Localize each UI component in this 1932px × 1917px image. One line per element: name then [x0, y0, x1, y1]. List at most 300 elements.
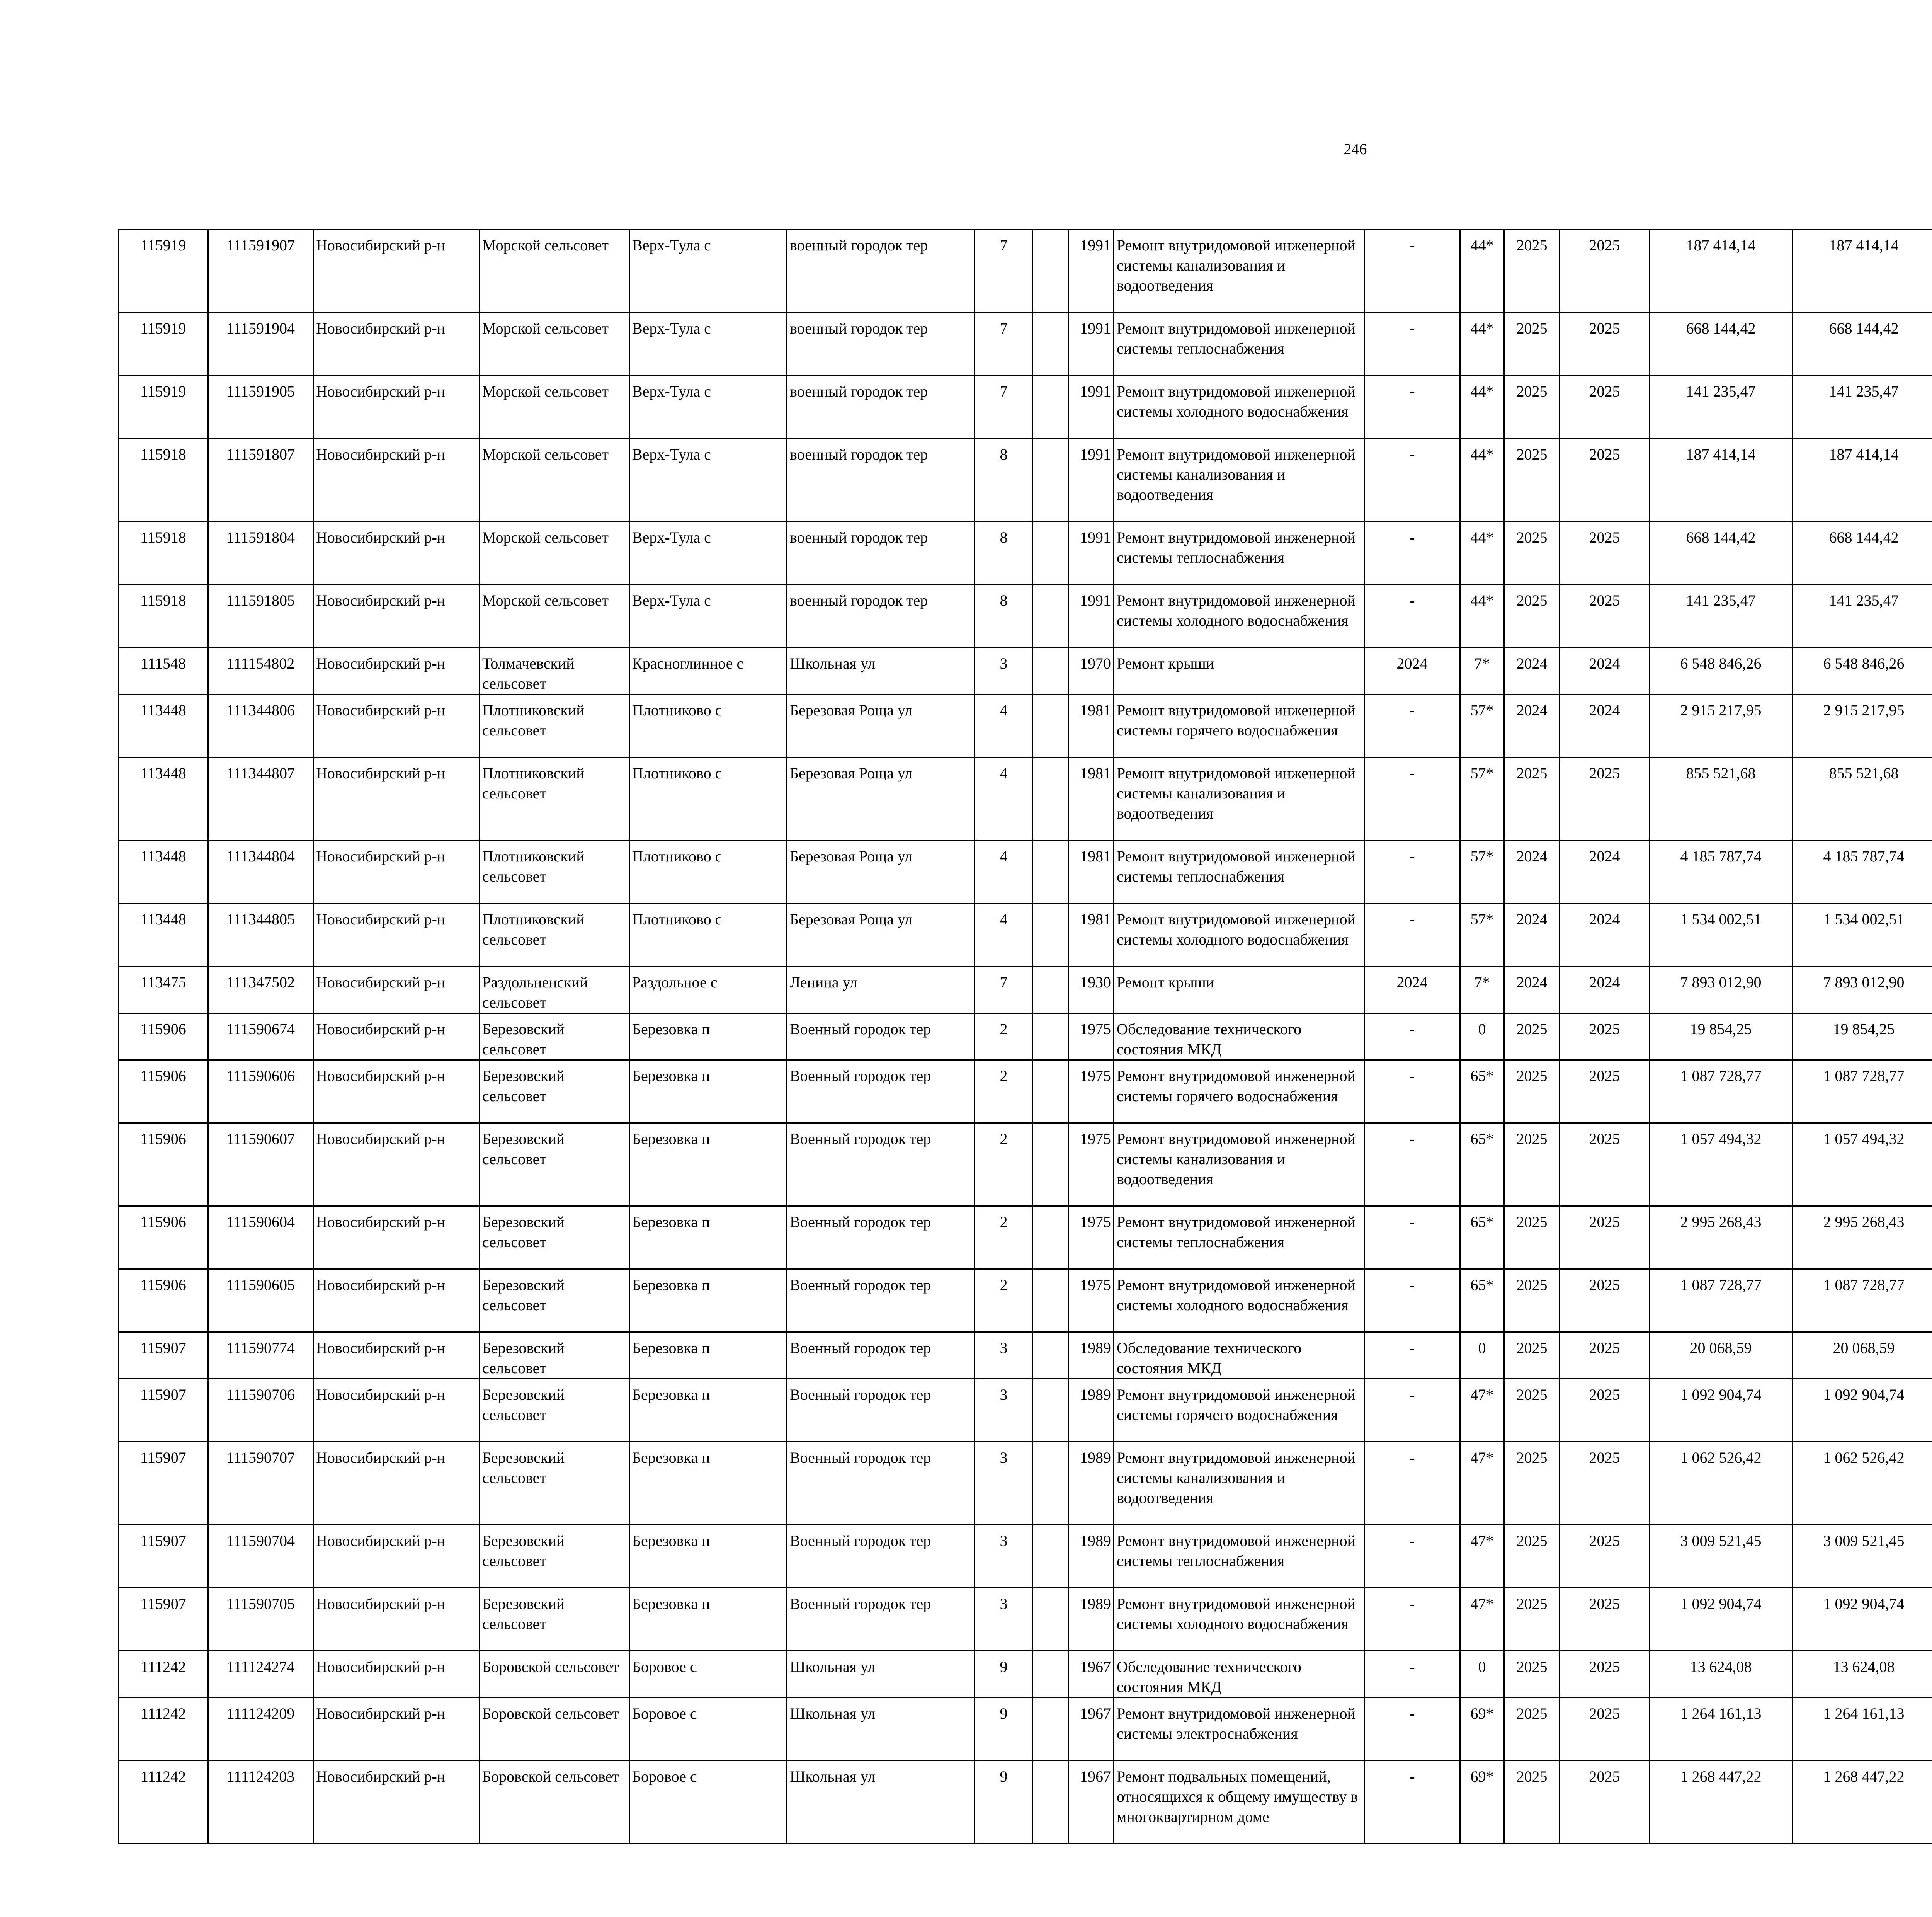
cell-wear-percent: 57* [1460, 758, 1504, 841]
cell-wear-percent: 0 [1460, 1651, 1504, 1698]
cell-building [1033, 522, 1068, 585]
cell-fund-cost: 3 009 521,45 [1793, 1525, 1932, 1588]
cell-street: военный городок тер [787, 313, 975, 376]
cell-house-id: 115918 [119, 439, 208, 522]
cell-building [1033, 695, 1068, 758]
cell-fund-cost: 1 092 904,74 [1793, 1588, 1932, 1651]
cell-work-id: 111591904 [208, 313, 313, 376]
cell-last-repair-year: - [1364, 1525, 1460, 1588]
cell-fund-cost: 187 414,14 [1793, 439, 1932, 522]
cell-total-cost: 1 534 002,51 [1650, 904, 1793, 967]
cell-house-id: 115906 [119, 1123, 208, 1206]
cell-last-repair-year: - [1364, 522, 1460, 585]
cell-settlement: Боровое с [629, 1651, 787, 1698]
table-row [119, 1206, 1932, 1269]
table-row [119, 1525, 1932, 1588]
cell-plan-start-year: 2024 [1504, 841, 1560, 904]
cell-fund-cost: 7 893 012,90 [1793, 967, 1932, 1013]
cell-building [1033, 1332, 1068, 1379]
cell-plan-start-year: 2025 [1504, 522, 1560, 585]
cell-fund-cost: 1 062 526,42 [1793, 1442, 1932, 1525]
cell-house-number: 8 [975, 585, 1033, 648]
cell-street: Школьная ул [787, 1698, 975, 1761]
cell-fund-cost: 2 915 217,95 [1793, 695, 1932, 758]
cell-wear-percent: 7* [1460, 967, 1504, 1013]
cell-municipality: Плотниковский сельсовет [480, 904, 629, 967]
cell-work-id: 111347502 [208, 967, 313, 1013]
cell-house-id: 113448 [119, 841, 208, 904]
cell-house-number: 2 [975, 1123, 1033, 1206]
cell-work-type: Ремонт внутридомовой инженерной системы горячего водоснабжения [1114, 695, 1364, 758]
cell-building [1033, 1698, 1068, 1761]
cell-total-cost: 7 893 012,90 [1650, 967, 1793, 1013]
cell-plan-start-year: 2025 [1504, 758, 1560, 841]
cell-settlement: Березовка п [629, 1060, 787, 1123]
cell-settlement: Боровое с [629, 1698, 787, 1761]
cell-plan-end-year: 2025 [1560, 1379, 1650, 1442]
cell-work-type: Обследование технического состояния МКД [1114, 1651, 1364, 1698]
cell-plan-end-year: 2024 [1560, 904, 1650, 967]
cell-house-number: 7 [975, 313, 1033, 376]
cell-house-id: 115907 [119, 1332, 208, 1379]
cell-wear-percent: 57* [1460, 841, 1504, 904]
cell-plan-start-year: 2025 [1504, 1588, 1560, 1651]
cell-street: Школьная ул [787, 648, 975, 695]
cell-plan-start-year: 2025 [1504, 1269, 1560, 1332]
cell-district: Новосибирский р-н [313, 313, 480, 376]
cell-last-repair-year: - [1364, 1761, 1460, 1844]
cell-municipality: Березовский сельсовет [480, 1332, 629, 1379]
cell-municipality: Боровской сельсовет [480, 1651, 629, 1698]
cell-plan-end-year: 2024 [1560, 841, 1650, 904]
table-row [119, 1269, 1932, 1332]
cell-construction-year: 1991 [1068, 376, 1114, 439]
cell-plan-start-year: 2024 [1504, 967, 1560, 1013]
cell-wear-percent: 44* [1460, 522, 1504, 585]
cell-work-id: 111344804 [208, 841, 313, 904]
cell-house-id: 115919 [119, 230, 208, 313]
cell-construction-year: 1989 [1068, 1332, 1114, 1379]
cell-municipality: Березовский сельсовет [480, 1269, 629, 1332]
cell-last-repair-year: - [1364, 439, 1460, 522]
table-row [119, 967, 1932, 1013]
cell-plan-end-year: 2025 [1560, 1588, 1650, 1651]
cell-municipality: Морской сельсовет [480, 230, 629, 313]
cell-district: Новосибирский р-н [313, 841, 480, 904]
table-row [119, 1698, 1932, 1761]
cell-settlement: Верх-Тула с [629, 313, 787, 376]
cell-district: Новосибирский р-н [313, 695, 480, 758]
cell-building [1033, 439, 1068, 522]
cell-last-repair-year: - [1364, 1379, 1460, 1442]
cell-house-number: 3 [975, 648, 1033, 695]
cell-work-type: Ремонт внутридомовой инженерной системы канализования и водоотведения [1114, 439, 1364, 522]
cell-house-id: 115907 [119, 1442, 208, 1525]
cell-fund-cost: 1 534 002,51 [1793, 904, 1932, 967]
cell-municipality: Морской сельсовет [480, 313, 629, 376]
cell-plan-end-year: 2025 [1560, 1013, 1650, 1060]
cell-total-cost: 3 009 521,45 [1650, 1525, 1793, 1588]
cell-last-repair-year: - [1364, 904, 1460, 967]
table-row [119, 648, 1932, 695]
cell-house-id: 115906 [119, 1013, 208, 1060]
cell-street: Военный городок тер [787, 1332, 975, 1379]
cell-building [1033, 313, 1068, 376]
cell-plan-start-year: 2025 [1504, 1013, 1560, 1060]
cell-settlement: Верх-Тула с [629, 585, 787, 648]
cell-last-repair-year: - [1364, 841, 1460, 904]
cell-work-id: 111590774 [208, 1332, 313, 1379]
cell-municipality: Морской сельсовет [480, 439, 629, 522]
cell-municipality: Боровской сельсовет [480, 1761, 629, 1844]
cell-construction-year: 1975 [1068, 1013, 1114, 1060]
cell-district: Новосибирский р-н [313, 1332, 480, 1379]
cell-wear-percent: 47* [1460, 1379, 1504, 1442]
cell-municipality: Березовский сельсовет [480, 1588, 629, 1651]
table-row [119, 376, 1932, 439]
cell-plan-end-year: 2025 [1560, 1332, 1650, 1379]
cell-street: военный городок тер [787, 522, 975, 585]
cell-house-id: 115918 [119, 522, 208, 585]
cell-total-cost: 2 995 268,43 [1650, 1206, 1793, 1269]
cell-total-cost: 1 087 728,77 [1650, 1269, 1793, 1332]
cell-construction-year: 1975 [1068, 1060, 1114, 1123]
cell-street: Военный городок тер [787, 1525, 975, 1588]
cell-plan-start-year: 2025 [1504, 376, 1560, 439]
cell-work-id: 111154802 [208, 648, 313, 695]
table-row [119, 1651, 1932, 1698]
cell-plan-start-year: 2025 [1504, 1525, 1560, 1588]
cell-fund-cost: 1 264 161,13 [1793, 1698, 1932, 1761]
cell-building [1033, 904, 1068, 967]
cell-last-repair-year: - [1364, 1332, 1460, 1379]
cell-plan-start-year: 2025 [1504, 1060, 1560, 1123]
cell-work-id: 111590605 [208, 1269, 313, 1332]
cell-work-type: Обследование технического состояния МКД [1114, 1332, 1364, 1379]
cell-wear-percent: 69* [1460, 1698, 1504, 1761]
cell-fund-cost: 1 087 728,77 [1793, 1060, 1932, 1123]
cell-house-number: 2 [975, 1206, 1033, 1269]
cell-total-cost: 668 144,42 [1650, 313, 1793, 376]
cell-district: Новосибирский р-н [313, 585, 480, 648]
cell-municipality: Толмачевский сельсовет [480, 648, 629, 695]
cell-district: Новосибирский р-н [313, 904, 480, 967]
cell-wear-percent: 44* [1460, 313, 1504, 376]
cell-municipality: Березовский сельсовет [480, 1379, 629, 1442]
cell-plan-start-year: 2025 [1504, 230, 1560, 313]
cell-plan-end-year: 2025 [1560, 376, 1650, 439]
cell-fund-cost: 141 235,47 [1793, 585, 1932, 648]
cell-building [1033, 230, 1068, 313]
cell-house-number: 4 [975, 841, 1033, 904]
cell-total-cost: 187 414,14 [1650, 439, 1793, 522]
cell-house-id: 115918 [119, 585, 208, 648]
cell-plan-end-year: 2025 [1560, 522, 1650, 585]
cell-plan-start-year: 2025 [1504, 585, 1560, 648]
cell-street: военный городок тер [787, 585, 975, 648]
cell-work-type: Ремонт внутридомовой инженерной системы холодного водоснабжения [1114, 1588, 1364, 1651]
cell-fund-cost: 668 144,42 [1793, 313, 1932, 376]
cell-street: Березовая Роща ул [787, 695, 975, 758]
table-row [119, 1060, 1932, 1123]
cell-municipality: Березовский сельсовет [480, 1442, 629, 1525]
cell-work-type: Ремонт внутридомовой инженерной системы холодного водоснабжения [1114, 585, 1364, 648]
cell-municipality: Морской сельсовет [480, 522, 629, 585]
cell-municipality: Плотниковский сельсовет [480, 758, 629, 841]
cell-fund-cost: 1 092 904,74 [1793, 1379, 1932, 1442]
cell-total-cost: 1 092 904,74 [1650, 1379, 1793, 1442]
cell-last-repair-year: - [1364, 1442, 1460, 1525]
cell-building [1033, 1442, 1068, 1525]
cell-plan-end-year: 2025 [1560, 585, 1650, 648]
cell-construction-year: 1967 [1068, 1761, 1114, 1844]
cell-fund-cost: 6 548 846,26 [1793, 648, 1932, 695]
cell-work-type: Ремонт внутридомовой инженерной системы горячего водоснабжения [1114, 1060, 1364, 1123]
cell-district: Новосибирский р-н [313, 1588, 480, 1651]
cell-work-id: 111344805 [208, 904, 313, 967]
cell-plan-start-year: 2024 [1504, 904, 1560, 967]
cell-house-id: 115906 [119, 1060, 208, 1123]
cell-municipality: Березовский сельсовет [480, 1206, 629, 1269]
cell-street: Березовая Роща ул [787, 904, 975, 967]
table-row [119, 439, 1932, 522]
cell-fund-cost: 668 144,42 [1793, 522, 1932, 585]
cell-wear-percent: 57* [1460, 904, 1504, 967]
cell-plan-start-year: 2024 [1504, 648, 1560, 695]
table-row [119, 1013, 1932, 1060]
cell-plan-end-year: 2025 [1560, 1698, 1650, 1761]
cell-house-number: 3 [975, 1588, 1033, 1651]
cell-street: Военный городок тер [787, 1442, 975, 1525]
cell-wear-percent: 65* [1460, 1269, 1504, 1332]
cell-settlement: Плотниково с [629, 841, 787, 904]
cell-wear-percent: 0 [1460, 1013, 1504, 1060]
cell-work-type: Ремонт внутридомовой инженерной системы горячего водоснабжения [1114, 1379, 1364, 1442]
cell-settlement: Красноглинное с [629, 648, 787, 695]
cell-settlement: Верх-Тула с [629, 522, 787, 585]
cell-municipality: Боровской сельсовет [480, 1698, 629, 1761]
cell-work-type: Ремонт крыши [1114, 967, 1364, 1013]
cell-last-repair-year: - [1364, 1698, 1460, 1761]
cell-house-id: 111242 [119, 1761, 208, 1844]
cell-plan-end-year: 2025 [1560, 439, 1650, 522]
cell-work-type: Ремонт внутридомовой инженерной системы канализования и водоотведения [1114, 1123, 1364, 1206]
cell-plan-end-year: 2025 [1560, 1525, 1650, 1588]
cell-total-cost: 1 057 494,32 [1650, 1123, 1793, 1206]
capital-repair-table [118, 229, 1932, 1844]
cell-settlement: Верх-Тула с [629, 376, 787, 439]
cell-work-type: Ремонт внутридомовой инженерной системы электроснабжения [1114, 1698, 1364, 1761]
cell-last-repair-year: - [1364, 1651, 1460, 1698]
cell-plan-start-year: 2025 [1504, 439, 1560, 522]
cell-wear-percent: 65* [1460, 1206, 1504, 1269]
cell-house-id: 115907 [119, 1588, 208, 1651]
cell-work-id: 111124274 [208, 1651, 313, 1698]
cell-total-cost: 1 268 447,22 [1650, 1761, 1793, 1844]
cell-building [1033, 967, 1068, 1013]
cell-construction-year: 1989 [1068, 1525, 1114, 1588]
cell-last-repair-year: - [1364, 1123, 1460, 1206]
cell-wear-percent: 47* [1460, 1588, 1504, 1651]
cell-fund-cost: 4 185 787,74 [1793, 841, 1932, 904]
cell-building [1033, 1651, 1068, 1698]
cell-construction-year: 1991 [1068, 439, 1114, 522]
cell-plan-start-year: 2025 [1504, 313, 1560, 376]
cell-plan-start-year: 2025 [1504, 1206, 1560, 1269]
cell-construction-year: 1930 [1068, 967, 1114, 1013]
cell-house-number: 9 [975, 1698, 1033, 1761]
cell-district: Новосибирский р-н [313, 1379, 480, 1442]
cell-work-id: 111590607 [208, 1123, 313, 1206]
cell-fund-cost: 141 235,47 [1793, 376, 1932, 439]
cell-municipality: Березовский сельсовет [480, 1525, 629, 1588]
cell-settlement: Плотниково с [629, 758, 787, 841]
cell-settlement: Березовка п [629, 1269, 787, 1332]
cell-municipality: Морской сельсовет [480, 585, 629, 648]
cell-fund-cost: 855 521,68 [1793, 758, 1932, 841]
cell-street: военный городок тер [787, 376, 975, 439]
cell-wear-percent: 47* [1460, 1525, 1504, 1588]
cell-district: Новосибирский р-н [313, 439, 480, 522]
cell-district: Новосибирский р-н [313, 522, 480, 585]
cell-building [1033, 1123, 1068, 1206]
cell-wear-percent: 44* [1460, 439, 1504, 522]
cell-total-cost: 1 087 728,77 [1650, 1060, 1793, 1123]
cell-total-cost: 187 414,14 [1650, 230, 1793, 313]
cell-wear-percent: 44* [1460, 585, 1504, 648]
cell-building [1033, 585, 1068, 648]
cell-fund-cost: 19 854,25 [1793, 1013, 1932, 1060]
cell-settlement: Березовка п [629, 1123, 787, 1206]
cell-plan-end-year: 2025 [1560, 313, 1650, 376]
cell-last-repair-year: - [1364, 758, 1460, 841]
cell-settlement: Верх-Тула с [629, 439, 787, 522]
cell-settlement: Боровое с [629, 1761, 787, 1844]
cell-municipality: Раздольненский сельсовет [480, 967, 629, 1013]
cell-plan-end-year: 2024 [1560, 695, 1650, 758]
cell-plan-end-year: 2025 [1560, 1651, 1650, 1698]
cell-fund-cost: 13 624,08 [1793, 1651, 1932, 1698]
cell-wear-percent: 0 [1460, 1332, 1504, 1379]
cell-work-id: 111591807 [208, 439, 313, 522]
cell-house-number: 3 [975, 1525, 1033, 1588]
cell-work-type: Ремонт внутридомовой инженерной системы теплоснабжения [1114, 1206, 1364, 1269]
cell-house-number: 7 [975, 376, 1033, 439]
cell-work-type: Ремонт внутридомовой инженерной системы канализования и водоотведения [1114, 758, 1364, 841]
cell-construction-year: 1970 [1068, 648, 1114, 695]
cell-plan-end-year: 2024 [1560, 648, 1650, 695]
cell-house-number: 8 [975, 439, 1033, 522]
cell-house-number: 4 [975, 695, 1033, 758]
cell-district: Новосибирский р-н [313, 230, 480, 313]
cell-last-repair-year: - [1364, 376, 1460, 439]
cell-wear-percent: 65* [1460, 1123, 1504, 1206]
cell-work-id: 111590705 [208, 1588, 313, 1651]
cell-house-id: 113475 [119, 967, 208, 1013]
cell-total-cost: 1 264 161,13 [1650, 1698, 1793, 1761]
cell-work-type: Ремонт крыши [1114, 648, 1364, 695]
cell-construction-year: 1981 [1068, 841, 1114, 904]
cell-building [1033, 648, 1068, 695]
table-row [119, 758, 1932, 841]
cell-building [1033, 1060, 1068, 1123]
cell-plan-end-year: 2025 [1560, 1123, 1650, 1206]
cell-construction-year: 1975 [1068, 1206, 1114, 1269]
cell-house-id: 113448 [119, 695, 208, 758]
cell-municipality: Березовский сельсовет [480, 1013, 629, 1060]
cell-work-id: 111591905 [208, 376, 313, 439]
cell-house-number: 7 [975, 230, 1033, 313]
cell-house-id: 115907 [119, 1379, 208, 1442]
cell-construction-year: 1989 [1068, 1442, 1114, 1525]
cell-house-number: 4 [975, 758, 1033, 841]
cell-plan-start-year: 2025 [1504, 1761, 1560, 1844]
cell-work-id: 111591804 [208, 522, 313, 585]
cell-street: Школьная ул [787, 1651, 975, 1698]
cell-last-repair-year: - [1364, 230, 1460, 313]
cell-settlement: Раздольное с [629, 967, 787, 1013]
cell-work-type: Ремонт подвальных помещений, относящихся к общему имуществу в многоквартирном доме [1114, 1761, 1364, 1844]
cell-work-id: 111590604 [208, 1206, 313, 1269]
cell-house-number: 3 [975, 1332, 1033, 1379]
cell-plan-end-year: 2025 [1560, 1060, 1650, 1123]
cell-work-id: 111124203 [208, 1761, 313, 1844]
cell-total-cost: 855 521,68 [1650, 758, 1793, 841]
cell-building [1033, 1588, 1068, 1651]
cell-building [1033, 841, 1068, 904]
cell-total-cost: 1 062 526,42 [1650, 1442, 1793, 1525]
cell-work-id: 111344806 [208, 695, 313, 758]
cell-street: Березовая Роща ул [787, 841, 975, 904]
cell-district: Новосибирский р-н [313, 1761, 480, 1844]
cell-settlement: Березовка п [629, 1525, 787, 1588]
cell-district: Новосибирский р-н [313, 1206, 480, 1269]
cell-last-repair-year: - [1364, 695, 1460, 758]
cell-work-type: Обследование технического состояния МКД [1114, 1013, 1364, 1060]
cell-construction-year: 1991 [1068, 230, 1114, 313]
cell-total-cost: 19 854,25 [1650, 1013, 1793, 1060]
cell-house-id: 111548 [119, 648, 208, 695]
cell-plan-end-year: 2025 [1560, 758, 1650, 841]
cell-district: Новосибирский р-н [313, 1442, 480, 1525]
cell-municipality: Березовский сельсовет [480, 1123, 629, 1206]
cell-construction-year: 1981 [1068, 758, 1114, 841]
table-row [119, 585, 1932, 648]
cell-street: Березовая Роща ул [787, 758, 975, 841]
cell-total-cost: 6 548 846,26 [1650, 648, 1793, 695]
cell-building [1033, 1525, 1068, 1588]
cell-wear-percent: 69* [1460, 1761, 1504, 1844]
cell-house-number: 2 [975, 1269, 1033, 1332]
cell-district: Новосибирский р-н [313, 967, 480, 1013]
table-row [119, 841, 1932, 904]
cell-district: Новосибирский р-н [313, 376, 480, 439]
cell-fund-cost: 20 068,59 [1793, 1332, 1932, 1379]
cell-district: Новосибирский р-н [313, 758, 480, 841]
cell-work-type: Ремонт внутридомовой инженерной системы канализования и водоотведения [1114, 230, 1364, 313]
cell-street: Военный городок тер [787, 1206, 975, 1269]
cell-work-id: 111590706 [208, 1379, 313, 1442]
cell-work-type: Ремонт внутридомовой инженерной системы теплоснабжения [1114, 522, 1364, 585]
cell-house-id: 115906 [119, 1269, 208, 1332]
cell-work-type: Ремонт внутридомовой инженерной системы теплоснабжения [1114, 841, 1364, 904]
table-row [119, 1379, 1932, 1442]
cell-house-id: 113448 [119, 758, 208, 841]
cell-work-id: 111590606 [208, 1060, 313, 1123]
cell-work-type: Ремонт внутридомовой инженерной системы теплоснабжения [1114, 313, 1364, 376]
cell-settlement: Плотниково с [629, 695, 787, 758]
cell-district: Новосибирский р-н [313, 1123, 480, 1206]
